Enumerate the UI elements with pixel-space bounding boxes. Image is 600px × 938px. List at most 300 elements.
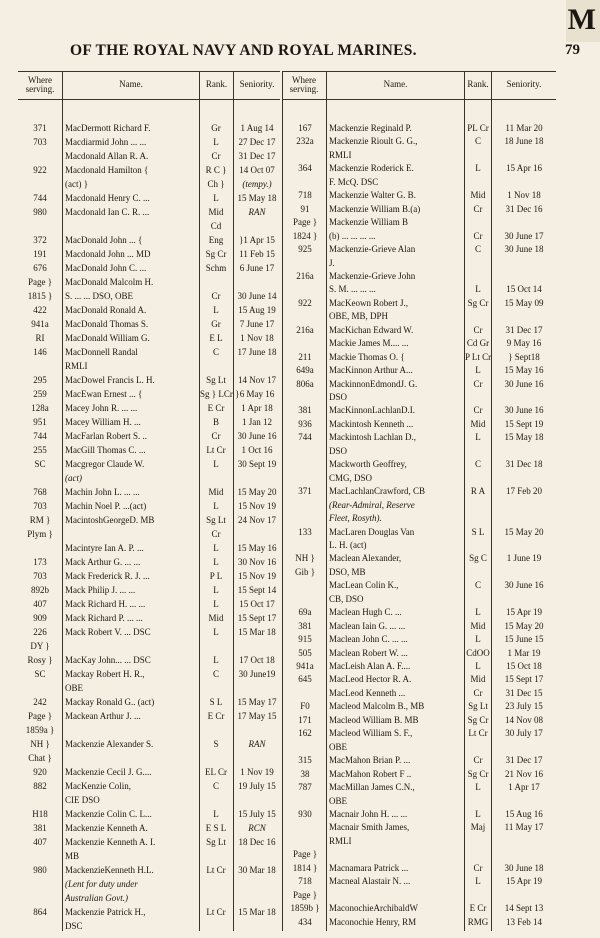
seniority-cell: 1 Oct 16 xyxy=(241,445,273,455)
rank-cell: Cr xyxy=(211,291,221,301)
name-cell: Australian Govt.) xyxy=(65,893,128,903)
seniority-cell: 14 Nov 08 xyxy=(505,714,543,725)
name-cell: S. M. ... ... ... xyxy=(329,284,376,295)
where-serving-cell: 434 xyxy=(298,916,312,927)
where-serving-cell: 146 xyxy=(33,347,47,357)
name-cell: Mackworth Geoffrey, xyxy=(329,459,407,470)
name-cell: OBE xyxy=(329,795,347,806)
seniority-cell: 27 Dec 17 xyxy=(238,137,276,147)
table-header xyxy=(282,71,556,100)
seniority-cell: 1 Aug 14 xyxy=(240,123,274,133)
name-cell: MacLeish Alan A. F.... xyxy=(329,661,411,671)
seniority-cell: 15 Sept 19 xyxy=(504,418,544,429)
seniority-cell: 15 May 18 xyxy=(237,193,277,203)
rank-cell: Gr xyxy=(211,319,221,329)
where-serving-cell: SC xyxy=(34,669,46,679)
name-cell: MacDowel Francis L. H. xyxy=(65,375,155,385)
rank-cell: Cr xyxy=(211,151,221,161)
name-cell: RMLI xyxy=(329,835,352,846)
name-cell: DSC xyxy=(65,921,83,931)
name-cell: CB, DSO xyxy=(329,593,364,604)
name-cell: MacDonald John ... { xyxy=(65,235,143,245)
seniority-cell: 15 Apr 16 xyxy=(506,163,542,174)
thumb-index-letter: M xyxy=(567,3,596,36)
name-cell: DSO xyxy=(329,392,348,402)
rank-cell: Mid xyxy=(208,487,224,497)
where-serving-cell: 920 xyxy=(33,767,47,777)
name-cell: Mackenzie William B.(a) xyxy=(329,203,421,214)
name-cell: Maclean John C. ... ... xyxy=(329,634,408,645)
where-serving-cell: 381 xyxy=(298,405,312,416)
rank-cell: Mid xyxy=(208,613,224,623)
seniority-cell: 15 Sept 17 xyxy=(504,674,544,685)
where-serving-cell: 703 xyxy=(33,571,47,581)
where-serving-cell: 505 xyxy=(298,647,312,658)
where-serving-cell: 69a xyxy=(298,607,312,618)
seniority-cell: 31 Dec 17 xyxy=(238,151,276,161)
seniority-cell: RAN xyxy=(248,207,266,217)
rank-cell: L xyxy=(213,137,219,147)
where-serving-cell: 718 xyxy=(298,190,312,201)
rank-cell: L xyxy=(213,193,219,203)
seniority-cell: 11 Feb 15 xyxy=(239,249,275,259)
name-cell: MaconochieArchibaldW xyxy=(329,903,418,914)
name-cell: MacDonald Ronald A. xyxy=(65,305,147,315)
rank-cell: S xyxy=(213,739,219,749)
name-cell: (act) xyxy=(65,473,82,483)
seniority-cell: 6 May 16 xyxy=(239,389,275,399)
rank-cell: C xyxy=(474,459,481,470)
rank-cell: E L xyxy=(209,333,223,343)
where-serving-cell: 925 xyxy=(298,244,312,255)
rank-cell: Mid xyxy=(470,190,486,201)
seniority-cell: RAN xyxy=(248,739,266,749)
where-serving-cell: 1859a } xyxy=(25,725,55,735)
name-cell: Maclean Robert W. ... xyxy=(329,647,408,658)
rank-cell: Mid xyxy=(470,674,486,685)
where-serving-cell: 211 xyxy=(298,351,312,362)
where-serving-cell: Page } xyxy=(27,277,53,287)
seniority-cell: }1 Apr 15 xyxy=(239,235,275,245)
where-serving-cell: 226 xyxy=(33,627,47,637)
header-rank: Rank. xyxy=(205,79,228,90)
name-cell: MacEwan Ernest ... { xyxy=(65,389,143,399)
name-cell: Macnair Smith James, xyxy=(329,822,410,833)
where-serving-cell: 422 xyxy=(33,305,47,315)
name-cell: MacKinnonLachlanD.I. xyxy=(329,405,415,416)
rank-cell: L xyxy=(213,809,219,819)
name-cell: OBE, MB, DPH xyxy=(329,311,389,322)
name-cell: (act) } xyxy=(65,179,89,189)
name-cell: Mackay Robert H. R., xyxy=(65,669,145,679)
where-serving-cell: 167 xyxy=(298,123,312,133)
name-cell: Machin Noel P. ...(act) xyxy=(65,501,147,511)
name-cell: (b) ... ... ... ... xyxy=(329,230,376,241)
name-cell: Macey William H. ... xyxy=(65,417,141,427)
where-serving-cell: 787 xyxy=(298,782,312,793)
where-serving-cell: 676 xyxy=(33,263,47,273)
rank-cell: C xyxy=(212,669,219,679)
rank-cell: CdOO xyxy=(466,647,490,658)
where-serving-cell: RM } xyxy=(29,515,51,525)
seniority-cell: 30 Mar 18 xyxy=(238,865,276,875)
rank-cell: L xyxy=(475,661,481,671)
where-serving-cell: NH } xyxy=(30,739,50,749)
name-cell: MacLeod Kenneth ... xyxy=(329,687,406,698)
rank-cell: E S L xyxy=(205,823,227,833)
header-where-serving: Where serving. xyxy=(289,74,319,94)
name-cell: Mackenzie Kenneth A. xyxy=(65,823,148,833)
where-serving-cell: SC xyxy=(34,459,46,469)
rank-cell: Sg Cr xyxy=(205,249,227,259)
where-serving-cell: 915 xyxy=(298,634,312,645)
name-cell: Macgregor Claude W. xyxy=(65,459,145,469)
seniority-cell: 15 May 20 xyxy=(504,526,544,537)
where-serving-cell: 649a xyxy=(296,365,314,376)
seniority-cell: 30 Sept 19 xyxy=(237,459,277,469)
column-rule xyxy=(62,71,63,931)
rank-cell: C xyxy=(212,347,219,357)
where-serving-cell: 191 xyxy=(33,249,47,259)
rank-cell: Cr xyxy=(473,324,483,335)
seniority-cell: 15 May 18 xyxy=(504,432,544,443)
rank-cell: C xyxy=(474,244,481,255)
seniority-cell: 18 Dec 16 xyxy=(238,837,276,847)
seniority-cell: 17 June 18 xyxy=(237,347,277,357)
where-serving-cell: 744 xyxy=(298,432,312,443)
name-cell: Mackenzie-Grieve Alan xyxy=(329,244,416,255)
left-column xyxy=(18,71,280,931)
rank-cell: E Cr xyxy=(207,711,225,721)
seniority-cell: 14 Oct 07 xyxy=(239,165,275,175)
name-cell: DSO, MB xyxy=(329,566,366,577)
name-cell: Mackenzie Cecil J. G.... xyxy=(65,767,152,777)
rank-cell: L xyxy=(213,599,219,609)
name-cell: MacDonnell Randal xyxy=(65,347,138,357)
seniority-cell: 15 Mar 18 xyxy=(238,907,276,917)
name-cell: Mackean Arthur J. ... xyxy=(65,711,141,721)
name-cell: MacKenzie Colin, xyxy=(65,781,131,791)
rank-cell: EL Cr xyxy=(205,767,227,777)
rank-cell: L xyxy=(475,808,481,819)
name-cell: MacFarlan Robert S. .. xyxy=(65,431,147,441)
name-cell: Mackenzie Colin C. L... xyxy=(65,809,152,819)
rank-cell: Sg Lt xyxy=(206,837,226,847)
name-cell: Mack Philip J. ... ... xyxy=(65,585,136,595)
where-serving-cell: 1815 } xyxy=(27,291,53,301)
name-cell: MacDonald William G. xyxy=(65,333,150,343)
name-cell: MacDonald Malcolm H. xyxy=(65,277,154,287)
seniority-cell: 30 June 16 xyxy=(504,405,544,416)
header-name: Name. xyxy=(119,79,143,90)
name-cell: Macey John R. ... ... xyxy=(65,403,138,413)
seniority-cell: 13 Feb 14 xyxy=(506,916,542,927)
name-cell: Maconochie Henry, RM xyxy=(329,916,417,927)
seniority-cell: 15 Apr 19 xyxy=(506,607,542,618)
where-serving-cell: F0 xyxy=(300,701,310,712)
where-serving-cell: 255 xyxy=(33,445,47,455)
where-serving-cell: Page } xyxy=(292,889,318,900)
where-serving-cell: 381 xyxy=(33,823,47,833)
where-serving-cell: 718 xyxy=(298,876,312,887)
name-cell: Macdonald Allan R. A. xyxy=(65,151,149,161)
seniority-cell: 30 Nov 16 xyxy=(238,557,276,567)
rank-cell: L xyxy=(475,607,481,618)
seniority-cell: 15 Oct 17 xyxy=(239,599,275,609)
seniority-cell: 31 Dec 16 xyxy=(505,203,543,214)
name-cell: MB xyxy=(65,851,80,861)
where-serving-cell: 892b xyxy=(31,585,49,595)
rank-cell: L xyxy=(475,634,481,645)
where-serving-cell: H18 xyxy=(32,809,48,819)
where-serving-cell: 951 xyxy=(33,417,47,427)
where-serving-cell: 941a xyxy=(296,661,314,671)
name-cell: OBE xyxy=(65,683,83,693)
where-serving-cell: Plym } xyxy=(27,529,53,539)
column-rule xyxy=(282,71,283,931)
where-serving-cell: Page } xyxy=(27,711,53,721)
where-serving-cell: 806a xyxy=(296,378,314,389)
name-cell: Mackenzie Reginald P. xyxy=(329,123,412,133)
rank-cell: Sg Cr xyxy=(467,714,489,725)
seniority-cell: RCN xyxy=(248,823,266,833)
where-serving-cell: 882 xyxy=(33,781,47,791)
page-title: OF THE ROYAL NAVY AND ROYAL MARINES. xyxy=(70,42,417,59)
table-header xyxy=(18,71,280,100)
where-serving-cell: 1824 } xyxy=(292,230,318,241)
right-column xyxy=(282,71,556,931)
rank-cell: L xyxy=(213,459,219,469)
where-serving-cell: 371 xyxy=(298,486,312,497)
seniority-cell: 23 July 15 xyxy=(505,701,543,712)
rank-cell: Lt Cr xyxy=(206,907,226,917)
name-cell: MackinnonEdmondJ. G. xyxy=(329,378,418,389)
seniority-cell: 15 Nov 19 xyxy=(238,571,276,581)
rank-cell: Ch } xyxy=(207,179,225,189)
where-serving-cell: 242 xyxy=(33,697,47,707)
rank-cell: C xyxy=(474,580,481,591)
rank-cell: Eng xyxy=(208,235,224,245)
header-where-serving: Where serving. xyxy=(25,74,55,94)
rank-cell: L xyxy=(475,432,481,443)
name-cell: MackenzieKenneth H.L. xyxy=(65,865,154,875)
header-seniority: Seniority. xyxy=(239,79,275,90)
seniority-cell: 15 Aug 16 xyxy=(505,808,543,819)
seniority-cell: 15 May 20 xyxy=(504,620,544,631)
name-cell: MacGill Thomas C. ... xyxy=(65,445,146,455)
name-cell: Macleod William B. MB xyxy=(329,714,419,725)
rank-cell: Sg Cr xyxy=(467,768,489,779)
seniority-cell: 6 June 17 xyxy=(239,263,275,273)
name-cell: MacMahon Robert F .. xyxy=(329,768,412,779)
seniority-cell: 15 Nov 19 xyxy=(238,501,276,511)
name-cell: MacMillan James C.N., xyxy=(329,782,415,793)
seniority-cell: 15 July 15 xyxy=(238,809,276,819)
name-cell: MacKeown Robert J., xyxy=(329,297,408,308)
where-serving-cell: NH } xyxy=(295,553,315,564)
where-serving-cell: 171 xyxy=(298,714,312,725)
seniority-cell: 21 Nov 16 xyxy=(505,768,543,779)
name-cell: Mackenzie-Grieve John xyxy=(329,270,416,281)
seniority-cell: 15 Aug 19 xyxy=(238,305,276,315)
rank-cell: S L xyxy=(471,526,485,537)
where-serving-cell: 128a xyxy=(31,403,49,413)
rank-cell: Gr xyxy=(211,123,221,133)
where-serving-cell: 133 xyxy=(298,526,312,537)
seniority-cell: 15 Oct 18 xyxy=(506,661,542,671)
seniority-cell: 30 June 16 xyxy=(504,580,544,591)
name-cell: MacLachlanCrawford, CB xyxy=(329,486,425,497)
seniority-cell: 1 Apr 18 xyxy=(241,403,273,413)
where-serving-cell: 216a xyxy=(296,270,314,281)
rank-cell: L xyxy=(475,284,481,295)
rank-cell: Lt Cr xyxy=(206,865,226,875)
rank-cell: R C } xyxy=(205,165,227,175)
name-cell: MacintoshGeorgeD. MB xyxy=(65,515,155,525)
name-cell: MacDonald John C. ... xyxy=(65,263,147,273)
rank-cell: Cr xyxy=(473,687,483,698)
seniority-cell: 15 May 17 xyxy=(237,697,277,707)
seniority-cell: 14 Nov 17 xyxy=(238,375,276,385)
name-cell: Fleet, Rosyth). xyxy=(329,513,382,524)
rank-cell: L xyxy=(475,876,481,887)
rank-cell: Cr xyxy=(473,405,483,416)
seniority-cell: (tempy.) xyxy=(242,179,272,189)
name-cell: Mackintosh Lachlan D., xyxy=(329,432,416,443)
name-cell: Mackenzie Roderick E. xyxy=(329,163,414,174)
where-serving-cell: 1814 } xyxy=(292,862,318,873)
where-serving-cell: 941a xyxy=(31,319,49,329)
rank-cell: R A xyxy=(470,486,486,497)
rank-cell: L xyxy=(475,163,481,174)
where-serving-cell: 980 xyxy=(33,865,47,875)
where-serving-cell: 703 xyxy=(33,137,47,147)
name-cell: F. McQ. DSC xyxy=(329,176,379,187)
where-serving-cell: DY } xyxy=(30,641,50,651)
seniority-cell: 30 June 18 xyxy=(504,244,544,255)
name-cell: Machin John L. ... ... xyxy=(65,487,140,497)
rank-cell: Sg Lt xyxy=(206,375,226,385)
name-cell: MacKichan Edward W. xyxy=(329,324,414,335)
seniority-cell: } Sept18 xyxy=(508,351,540,362)
rank-cell: P L xyxy=(209,571,223,581)
header-rank: Rank. xyxy=(467,79,489,90)
name-cell: Mackenzie Walter G. B. xyxy=(329,190,416,201)
name-cell: Macnair John H. ... ... xyxy=(329,808,408,819)
rank-cell: Sg Cr xyxy=(467,297,489,308)
name-cell: CIE DSO xyxy=(65,795,100,805)
rank-cell: Cr xyxy=(473,203,483,214)
seniority-cell: 18 June 18 xyxy=(504,136,544,147)
seniority-cell: 19 July 15 xyxy=(238,781,276,791)
rank-cell: Mid xyxy=(470,620,486,631)
seniority-cell: 30 July 17 xyxy=(505,728,543,739)
rank-cell: Schm xyxy=(205,263,227,273)
seniority-cell: 15 June 15 xyxy=(504,634,544,645)
name-cell: Mackenzie Rioult G. G., xyxy=(329,136,418,147)
seniority-cell: 30 June 18 xyxy=(504,862,544,873)
name-cell: Maclean Iain G. ... ... xyxy=(329,620,406,631)
seniority-cell: 30 June19 xyxy=(238,669,276,679)
name-cell: Mackenzie William B xyxy=(329,217,408,228)
where-serving-cell: 295 xyxy=(33,375,47,385)
rank-cell: L xyxy=(475,365,481,376)
name-cell: Macneal Alastair N. ... xyxy=(329,876,411,887)
seniority-cell: 30 June 14 xyxy=(237,291,277,301)
where-serving-cell: 909 xyxy=(33,613,47,623)
where-serving-cell: Gib } xyxy=(294,566,316,577)
name-cell: Mackintosh Kenneth ... xyxy=(329,418,414,429)
rank-cell: Maj xyxy=(470,822,486,833)
header-seniority: Seniority. xyxy=(506,79,542,90)
seniority-cell: 30 June 16 xyxy=(237,431,277,441)
seniority-cell: 30 June 16 xyxy=(504,378,544,389)
name-cell: Mack Robert V. ... DSC xyxy=(65,627,151,637)
seniority-cell: 31 Dec 17 xyxy=(505,324,543,335)
name-cell: Mack Richard P. ... ... xyxy=(65,613,143,623)
where-serving-cell: 922 xyxy=(33,165,47,175)
rank-cell: Cd Gr xyxy=(466,338,490,349)
rank-cell: P Lt Cr xyxy=(465,351,492,362)
seniority-cell: 7 June 17 xyxy=(239,319,275,329)
name-cell: (Lent for duty under xyxy=(65,879,138,889)
where-serving-cell: RI xyxy=(35,333,45,343)
where-serving-cell: 216a xyxy=(296,324,314,335)
name-cell: MacLean Colin K., xyxy=(329,580,399,591)
name-cell: Macdonald Hamilton { xyxy=(65,165,149,175)
where-serving-cell: 232a xyxy=(296,136,314,147)
rank-cell: L xyxy=(213,543,219,553)
name-cell: Mackenzie Patrick H., xyxy=(65,907,146,917)
where-serving-cell: 259 xyxy=(33,389,47,399)
name-cell: MacLaren Douglas Van xyxy=(329,526,415,537)
rank-cell: L xyxy=(213,655,219,665)
seniority-cell: 1 Nov 19 xyxy=(240,767,274,777)
rank-cell: L xyxy=(213,501,219,511)
rank-cell: Cd xyxy=(210,221,222,231)
rank-cell: L xyxy=(213,627,219,637)
where-serving-cell: 980 xyxy=(33,207,47,217)
where-serving-cell: 315 xyxy=(298,755,312,766)
rank-cell: E Cr xyxy=(207,403,225,413)
name-cell: Macdonald Ian C. R. ... xyxy=(65,207,150,217)
name-cell: CMG, DSO xyxy=(329,472,373,483)
rank-cell: C xyxy=(474,136,481,147)
where-serving-cell: 381 xyxy=(298,620,312,631)
seniority-cell: 11 Mar 20 xyxy=(505,123,543,133)
seniority-cell: 31 Dec 15 xyxy=(505,687,543,698)
seniority-cell: 15 Mar 18 xyxy=(238,627,276,637)
seniority-cell: 1 Jan 12 xyxy=(242,417,272,427)
rank-cell: C xyxy=(212,781,219,791)
name-cell: Macdiarmid John ... ... xyxy=(65,137,147,147)
where-serving-cell: 364 xyxy=(298,163,312,174)
name-cell: RMLI xyxy=(65,361,88,371)
seniority-cell: 1 Apr 17 xyxy=(508,782,540,793)
name-cell: MacLeod Hector R. A. xyxy=(329,674,412,685)
where-serving-cell: 371 xyxy=(33,123,47,133)
seniority-cell: 15 Sept 14 xyxy=(237,585,277,595)
where-serving-cell: 864 xyxy=(33,907,47,917)
where-serving-cell: 930 xyxy=(298,808,312,819)
where-serving-cell: 645 xyxy=(298,674,312,685)
name-cell: Mackay Ronald G.. (act) xyxy=(65,697,155,707)
seniority-cell: 1 Nov 18 xyxy=(507,190,541,201)
where-serving-cell: Rosy } xyxy=(27,655,53,665)
page-number: 79 xyxy=(565,42,580,58)
rank-cell: Cr xyxy=(473,230,483,241)
where-serving-cell: 372 xyxy=(33,235,47,245)
